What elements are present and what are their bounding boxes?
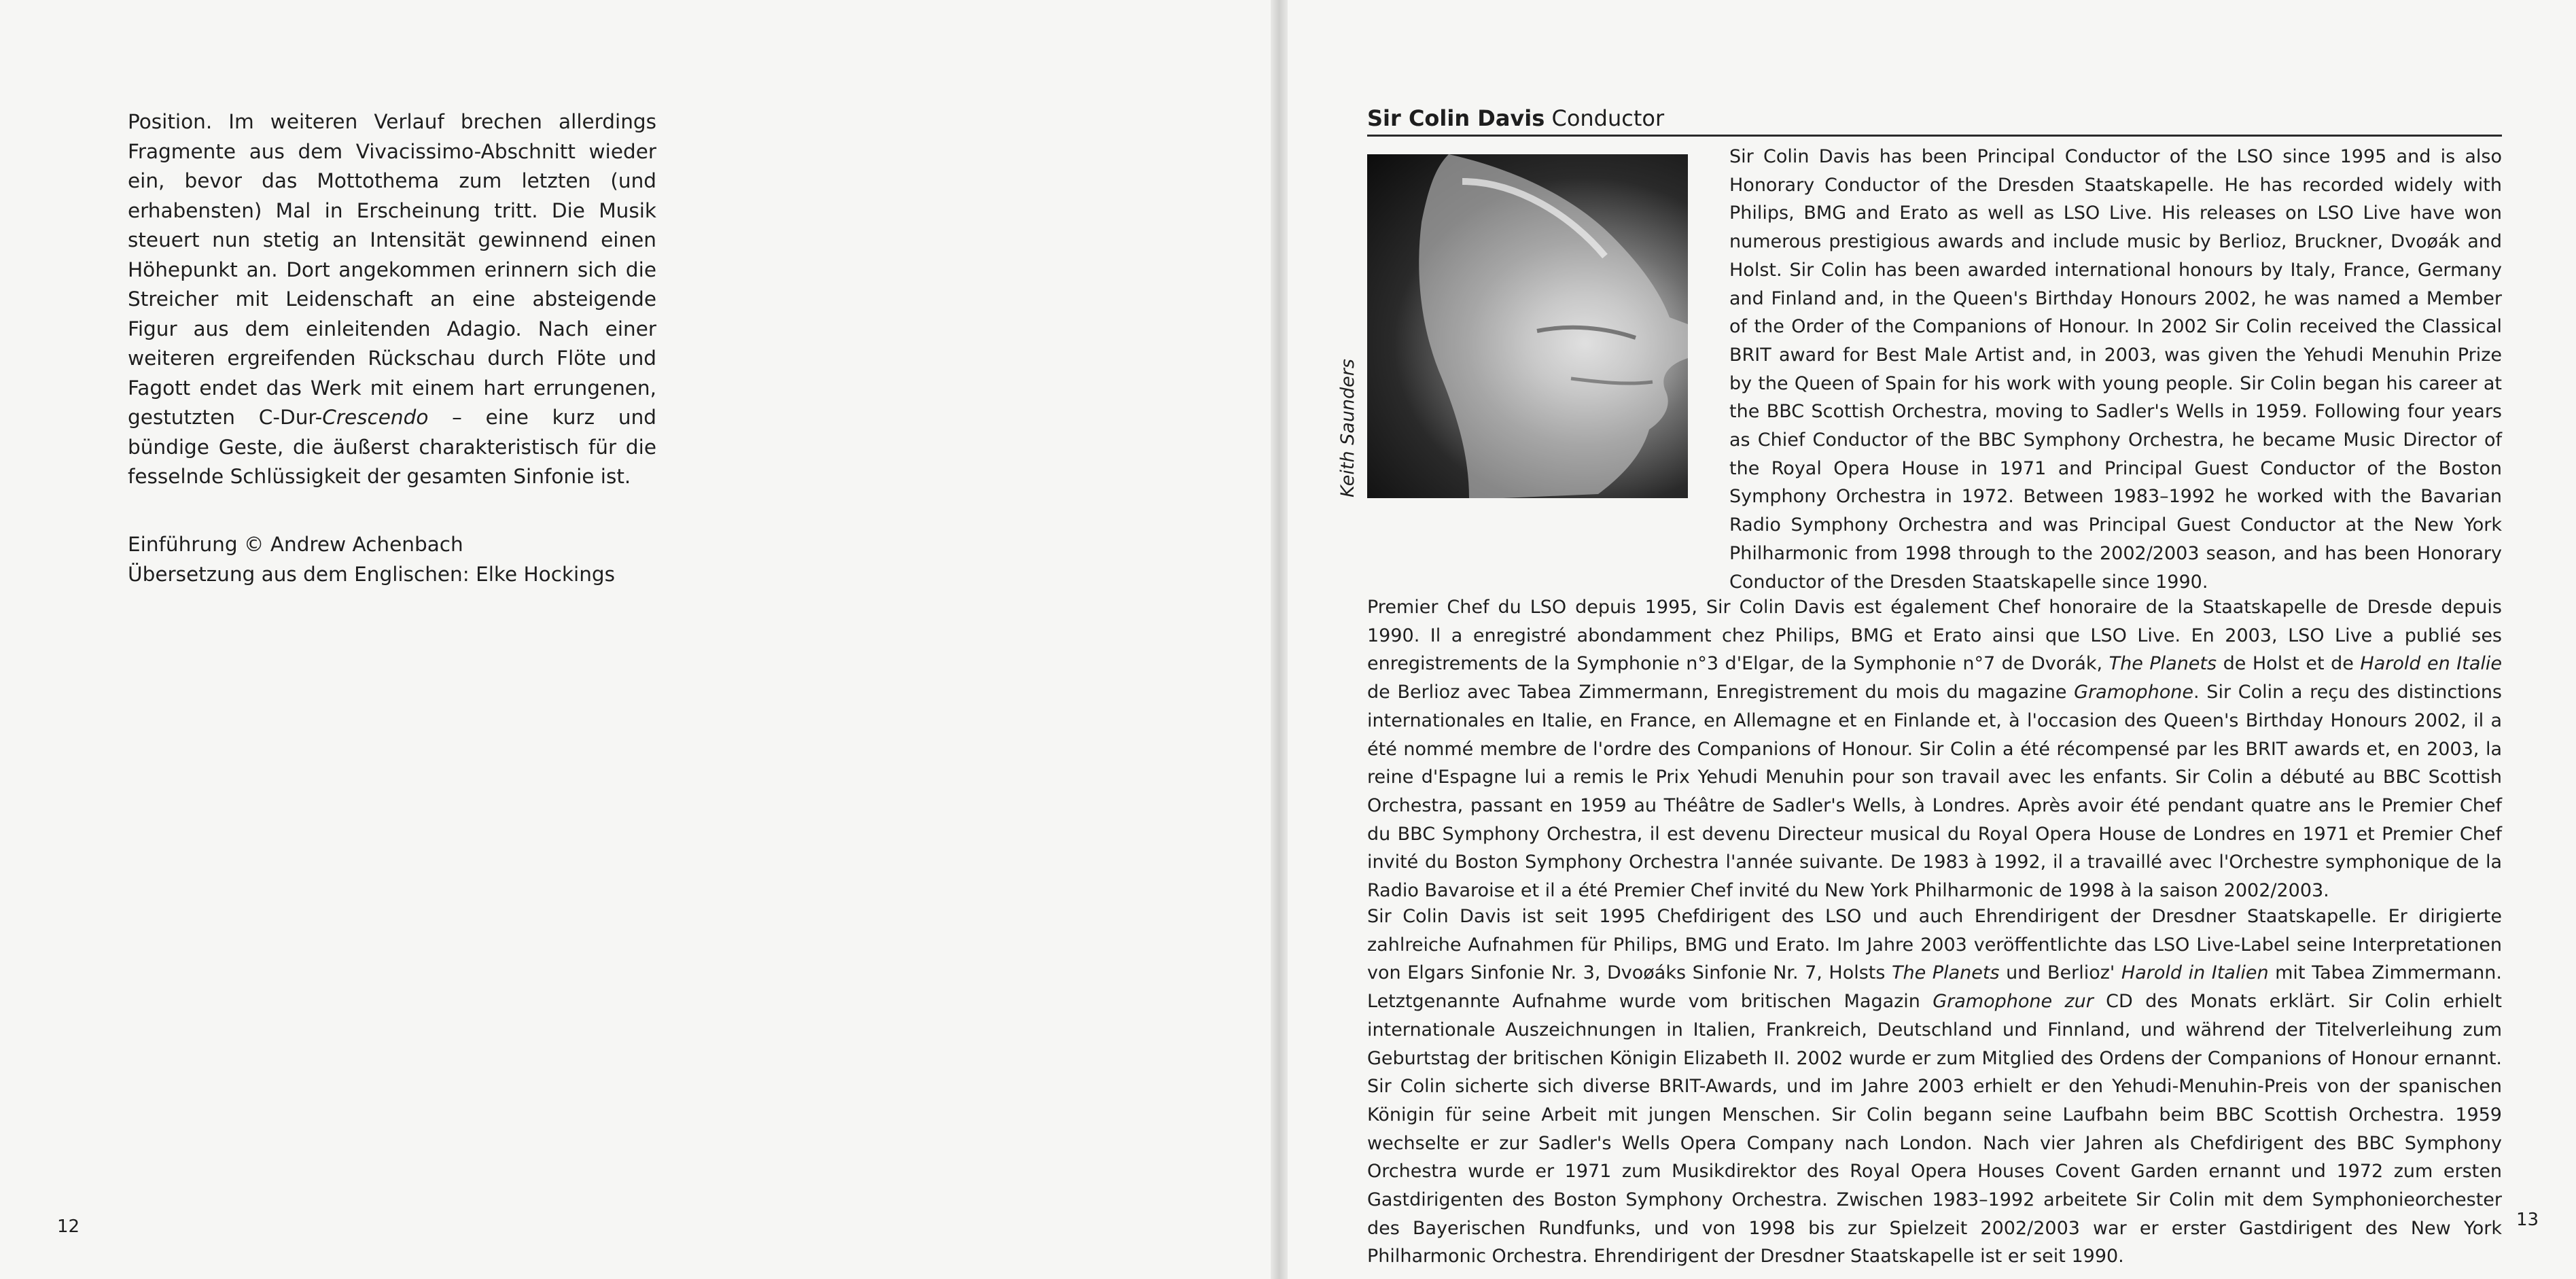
bio-english-text: Sir Colin Davis has been Principal Conductor of the LSO since 1995 and is also Honorary Conductor of the Dresden Staatskapelle. He has recorded widely with Philips, BMG and Erato as well as LSO Live. His releases on LSO Live have won numerous prestigious awards and include music by Berlioz, Bruckner, Dvoøák and Holst. Sir Colin has been awarded international honours by Italy, France, Germany and Finland and, in the Queen's Birthday Honours 2002, he was named a Member of the Order of the Companions of Honour. In 2002 Sir Colin received the Classical BRIT award for Best Male Artist and, in 2003, was given the Yehudi Menuhin Prize by the Queen of Spain for his work with young people. Sir Colin began his career at the BBC Scottish Orchestra, moving to Sadler's Wells in 1959. Following four years as Chief Conductor of the BBC Symphony Orchestra, he became Music Director of the Royal Opera House in 1971 and Principal Guest Conductor of the Boston Symphony Orchestra in 1972. Between 1983–1992 he worked with the Bavarian Radio Symphony Orchestra and was Principal Guest Conductor at the New York Philharmonic from 1998 through to the 2002/2003 season, and has been Honorary Conductor of the Dresden Staatskapelle since 1990. (1729, 146, 2502, 593)
heading-rule (1367, 135, 2502, 137)
bio-fr-b: de Holst et de (2217, 653, 2361, 675)
book-gutter (1271, 0, 1288, 1279)
essay-text-b: – eine kurz und bündige Geste, die äußerst charakteristisch für die fesselnde Schlüssigkeit der gesamten Sinfonie ist. (128, 406, 656, 488)
bio-german (1367, 903, 2502, 1271)
bio-de-em-harold: Harold in Italien (2121, 962, 2269, 984)
page-number-right: 13 (2516, 1210, 2539, 1230)
essay-paragraph (128, 107, 656, 492)
credit-introduction: Einführung © Andrew Achenbach (128, 533, 463, 556)
bio-de-b: und Berlioz' (1999, 962, 2121, 984)
bio-fr-a: Premier Chef du LSO depuis 1995, Sir Colin Davis est également Chef honoraire de la Staatskapelle de Dresde depuis 1990. Il a enregistré abondamment chez Philips, BMG et Erato ainsi que LSO Live. En 2003, LSO Live a publié ses enregistrements de la Symphonie n°3 d'Elgar, de la Symphonie n°7 de Dvorák, (1367, 597, 2502, 675)
conductor-name: Sir Colin Davis (1367, 105, 1545, 131)
bio-de-d: CD des Monats erklärt. Sir Colin erhielt internationale Auszeichnungen in Italien, Frankreich, Deutschland und Finnland, und während der Titelverleihung zum Geburtstag der britischen Königin Elizabeth II. 2002 wurde er zum Mitglied des Ordens der Companions of Honour ernannt. Sir Colin sicherte sich diverse BRIT-Awards, und im Jahre 2003 erhielt er den Yehudi-Menuhin-Preis von der spanischen Königin für seine Arbeit mit jungen Menschen. Sir Colin begann seine Laufbahn beim BBC Scottish Orchestra. 1959 wechselte er zur Sadler's Wells Opera Company nach London. Nach vier Jahren als Chefdirigent des BBC Symphony Orchestra wurde er 1971 zum Musikdirektor des Royal Opera Houses Covent Garden ernannt und 1972 zum ersten Gastdirigenten des Boston Symphony Orchestra. Zwischen 1983–1992 arbeitete Sir Colin mit dem Symphonieorchester des Bayerischen Rundfunks, und von 1998 bis zur Spielzeit 2002/2003 war er erster Gastdirigent des New York Philharmonic Orchestra. Ehrendirigent der Dresdner Staatskapelle ist er seit 1990. (1367, 991, 2502, 1267)
essay-text-a: Position. Im weiteren Verlauf brechen allerdings Fragmente aus dem Vivacissimo-Abschnitt wieder ein, bevor das Mottothema zum letzten (und erhabensten) Mal in Erscheinung tritt. Die Musik steuert nun stetig an Intensität gewinnend einen Höhepunkt an. Dort angekommen erinnern sich die Streicher mit Leidenschaft an eine absteigende Figur aus dem einleitenden Adagio. Nach einer weiteren ergreifenden Rückschau durch Flöte und Fagott endet das Werk mit einem hart errungenen, gestutzten C-Dur- (128, 110, 656, 429)
conductor-role: Conductor (1545, 105, 1665, 131)
essay-text-em: Crescendo (322, 406, 429, 429)
bio-fr-c: de Berlioz avec Tabea Zimmermann, Enregistrement du mois du magazine (1367, 682, 2075, 703)
conductor-heading (1367, 105, 2502, 131)
conductor-photo (1367, 154, 1688, 498)
bio-de-a: Sir Colin Davis ist seit 1995 Chefdirigent des LSO und auch Ehrendirigent der Dresdner Staatskapelle. Er dirigierte zahlreiche Aufnahmen für Philips, BMG und Erato. Im Jahre 2003 veröffentlichte das LSO Live-Label seine Interpretationen von Elgars Sinfonie Nr. 3, Dvoøáks Sinfonie Nr. 7, Holsts (1367, 906, 2502, 984)
photo-credit: Keith Saunders (1337, 359, 1358, 497)
bio-de-c: mit Tabea Zimmermann. Letztgenannte Aufnahme wurde vom britischen Magazin (1367, 962, 2502, 1013)
bio-de-em-planets: The Planets (1892, 962, 2000, 984)
bio-fr-em-harold: Harold en Italie (2360, 653, 2502, 675)
page-number-left: 12 (57, 1216, 80, 1237)
essay-credits (128, 530, 615, 589)
bio-fr-em-gramophone: Gramophone (2074, 682, 2194, 703)
bio-fr-d: . Sir Colin a reçu des distinctions internationales en Italie, en France, en Allemagne et en Finlande et, à l'occasion des Queen's Birthday Honours 2002, il a été nommé membre de l'ordre des Companions of Honour. Sir Colin a été récompensé par les BRIT awards et, en 2003, la reine d'Espagne lui a remis le Prix Yehudi Menuhin pour son travail avec les enfants. Sir Colin a débuté au BBC Scottish Orchestra, passant en 1959 au Théâtre de Sadler's Wells, à Londres. Après avoir été pendant quatre ans le Premier Chef du BBC Symphony Orchestra, il est devenu Directeur musical du Royal Opera House de Londres en 1971 et Premier Chef invité du Boston Symphony Orchestra l'année suivante. De 1983 à 1992, il a travaillé avec l'Orchestre symphonique de la Radio Bavaroise et il a été Premier Chef invité du New York Philharmonic de 1998 à la saison 2002/2003. (1367, 682, 2503, 902)
portrait-silhouette (1367, 154, 1688, 498)
bio-french (1367, 593, 2502, 905)
bio-de-em-gramophone: Gramophone zur (1933, 991, 2094, 1013)
credit-translation: Übersetzung aus dem Englischen: Elke Hockings (128, 562, 615, 586)
left-page (0, 0, 1271, 1279)
bio-english (1729, 143, 2502, 596)
bio-fr-em-planets: The Planets (2109, 653, 2217, 675)
